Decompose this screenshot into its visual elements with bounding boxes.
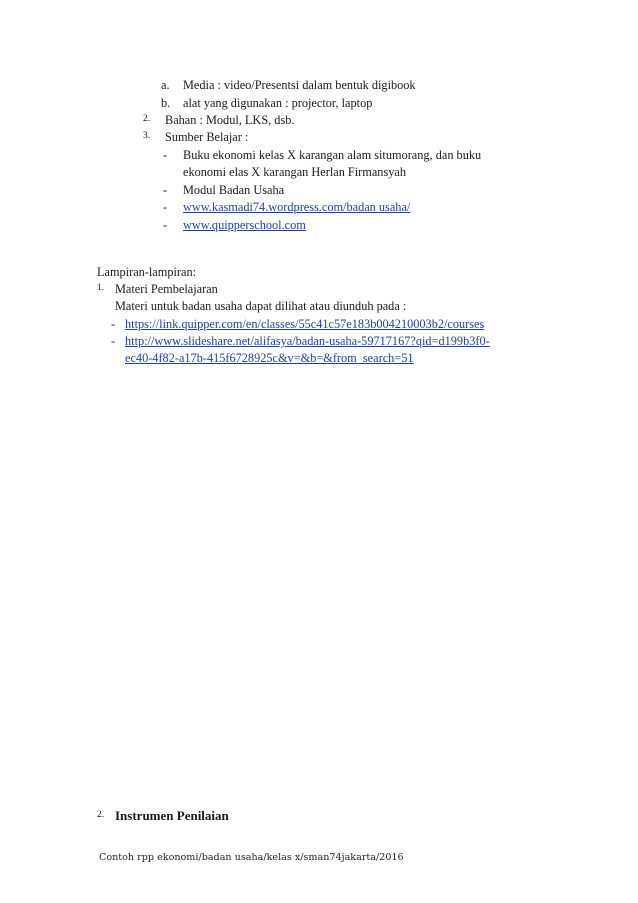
slideshare-link-line1[interactable]: http://www.slideshare.net/alifasya/badan-usaha-59717167?qid=d199b3f0- xyxy=(125,334,490,348)
source-link-quipperschool[interactable]: www.quipperschool.com xyxy=(183,218,306,232)
list-marker-a: a. xyxy=(161,78,170,92)
source-module: Modul Badan Usaha xyxy=(183,183,285,197)
bullet-dash: - xyxy=(111,317,116,331)
bullet-dash: - xyxy=(163,218,168,232)
attachments-title: Lampiran-lampiran: xyxy=(97,265,197,279)
slideshare-link-line2[interactable]: ec40-4f82-a17b-415f6728925c&v=&b=&from_search=51 xyxy=(125,351,414,365)
assessment-heading: Instrumen Penilaian xyxy=(115,808,229,823)
bullet-dash: - xyxy=(163,148,168,162)
learning-material-heading: Materi Pembelajaran xyxy=(115,282,218,296)
tools-item-text: alat yang digunakan : projector, laptop xyxy=(183,96,373,110)
sources-heading: Sumber Belajar : xyxy=(165,130,249,144)
bullet-dash: - xyxy=(163,200,168,214)
list-marker-2: 2. xyxy=(143,114,151,124)
quipper-course-link[interactable]: https://link.quipper.com/en/classes/55c41c57e183b004210003b2/courses xyxy=(125,317,485,331)
list-marker-2: 2. xyxy=(97,810,105,820)
source-link-kasmadi[interactable]: www.kasmadi74.wordpress.com/badan usaha/ xyxy=(183,200,411,214)
list-marker-1: 1. xyxy=(97,283,105,293)
list-marker-3: 3. xyxy=(143,131,151,141)
source-book-line1: Buku ekonomi kelas X karangan alam situmorang, dan buku xyxy=(183,148,482,162)
source-book-line2: ekonomi elas X karangan Herlan Firmansyah xyxy=(183,165,406,179)
learning-material-intro: Materi untuk badan usaha dapat dilihat atau diunduh pada : xyxy=(115,299,407,313)
page-footer: Contoh rpp ekonomi/badan usaha/kelas x/sman74jakarta/2016 xyxy=(99,852,404,863)
media-item-text: Media : video/Presentsi dalam bentuk digibook xyxy=(183,78,416,92)
bullet-dash: - xyxy=(163,183,168,197)
materials-item-text: Bahan : Modul, LKS, dsb. xyxy=(165,113,295,127)
bullet-dash: - xyxy=(111,334,116,348)
list-marker-b: b. xyxy=(161,96,171,110)
